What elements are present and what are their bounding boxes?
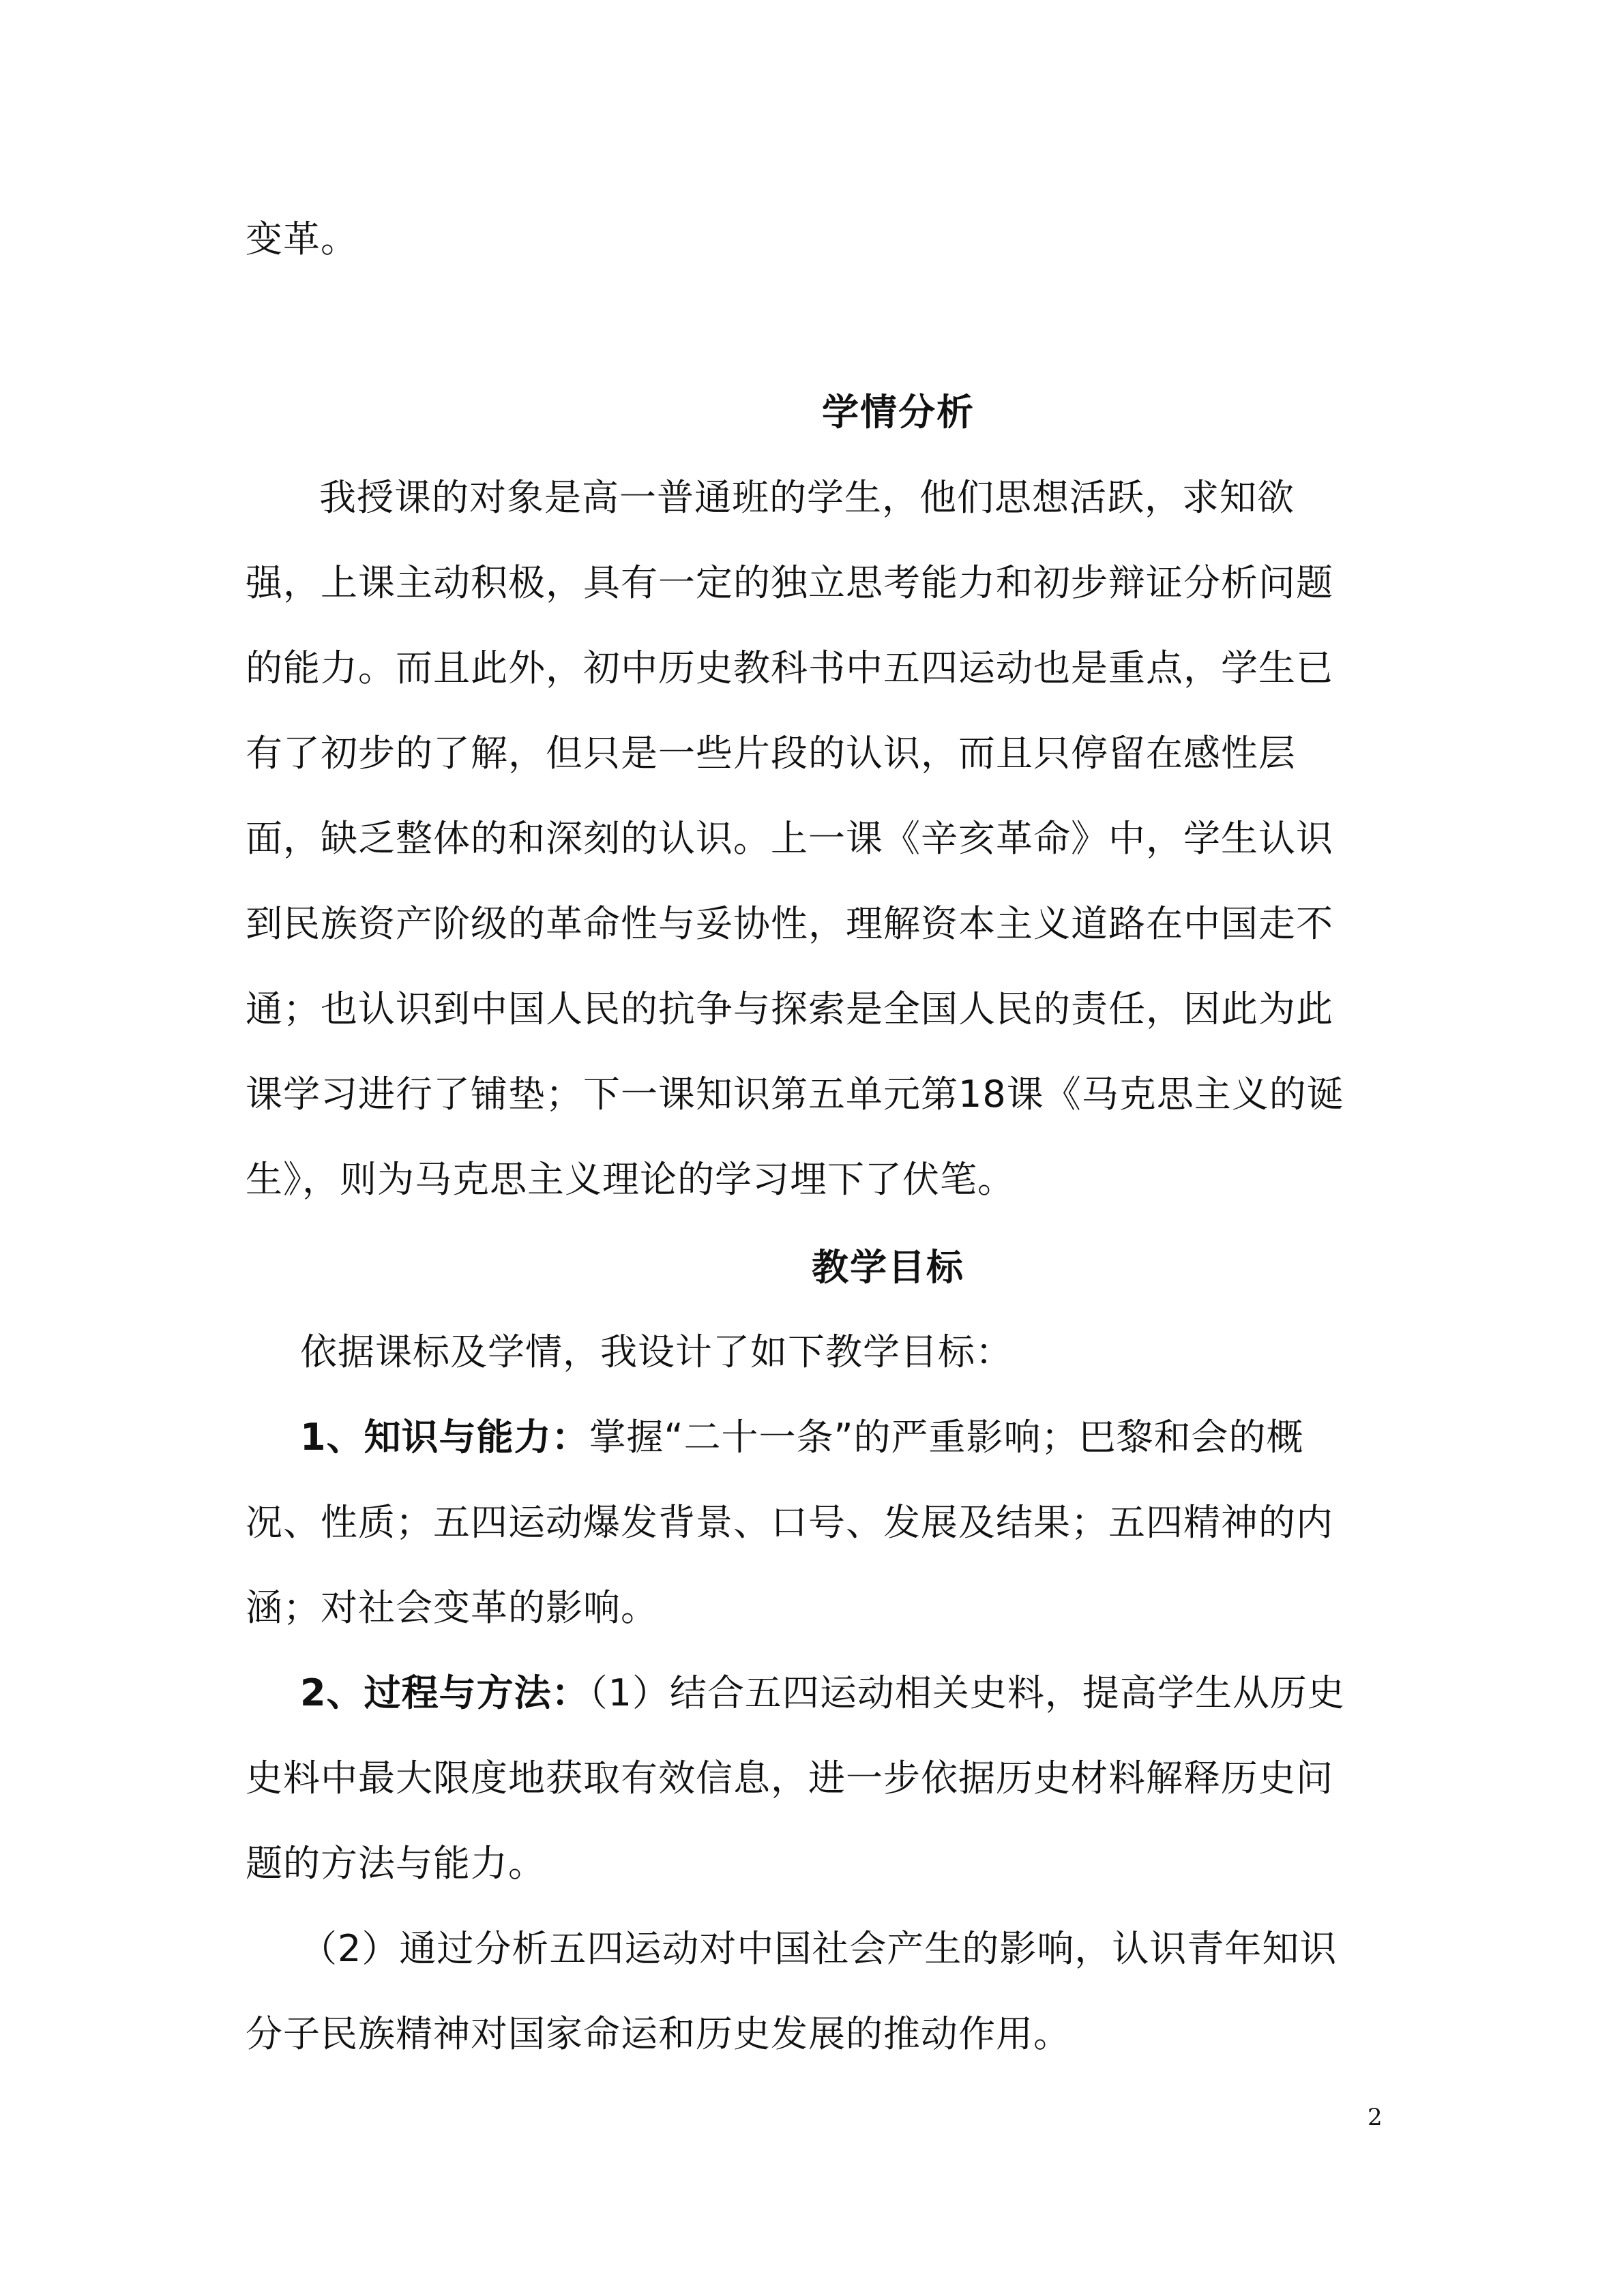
goal-2-label: 2、过程与方法： [300,1671,589,1714]
goal-1-text: 掌握“二十一条”的严重影响；巴黎和会的概 [589,1416,1304,1459]
paragraph-line: 的能力。而且此外，初中历史教科书中五四运动也是重点，学生已 [246,646,1333,689]
paragraph-line: 我授课的对象是高一普通班的学生，他们思想活跃，求知欲 [319,476,1295,519]
paragraph-line: 分子民族精神对国家命运和历史发展的推动作用。 [246,2012,1071,2055]
goal-1-label: 1、知识与能力： [300,1416,589,1459]
paragraph-line: 史料中最大限度地获取有效信息，进一步依据历史材料解释历史问 [246,1757,1333,1800]
paragraph-line: （2）通过分析五四运动对中国社会产生的影响，认识青年知识 [300,1927,1338,1970]
section-heading-student-analysis: 学情分析 [822,391,975,434]
paragraph-line: 题的方法与能力。 [246,1842,546,1885]
continuation-text: 变革。 [246,218,358,260]
paragraph-line: 有了初步的了解，但只是一些片段的认识，而且只停留在感性层 [246,732,1296,775]
section-heading-teaching-goals: 教学目标 [812,1246,964,1289]
goal-2-line [300,1671,1345,1716]
paragraph-line: 通；也认识到中国人民的抗争与探索是全国人民的责任，因此为此 [246,987,1333,1030]
goals-intro: 依据课标及学情，我设计了如下教学目标： [300,1330,1013,1373]
paragraph-line: 课学习进行了铺垫；下一课知识第五单元第18课《马克思主义的诞 [246,1073,1344,1116]
paragraph-line: 况、性质；五四运动爆发背景、口号、发展及结果；五四精神的内 [246,1501,1333,1544]
goal-1-line [300,1415,1304,1460]
page-number: 2 [1368,2104,1383,2131]
goal-2-text: （1）结合五四运动相关史料，提高学生从历史 [589,1671,1345,1714]
paragraph-line: 到民族资产阶级的革命性与妥协性，理解资本主义道路在中国走不 [246,902,1333,945]
paragraph-line: 面，缺乏整体的和深刻的认识。上一课《辛亥革命》中，学生认识 [246,817,1333,860]
paragraph-line: 涵；对社会变革的影响。 [246,1586,658,1629]
paragraph-line: 强，上课主动积极，具有一定的独立思考能力和初步辩证分析问题 [246,561,1333,604]
paragraph-line: 生》，则为马克思主义理论的学习埋下了伏笔。 [246,1158,1015,1201]
